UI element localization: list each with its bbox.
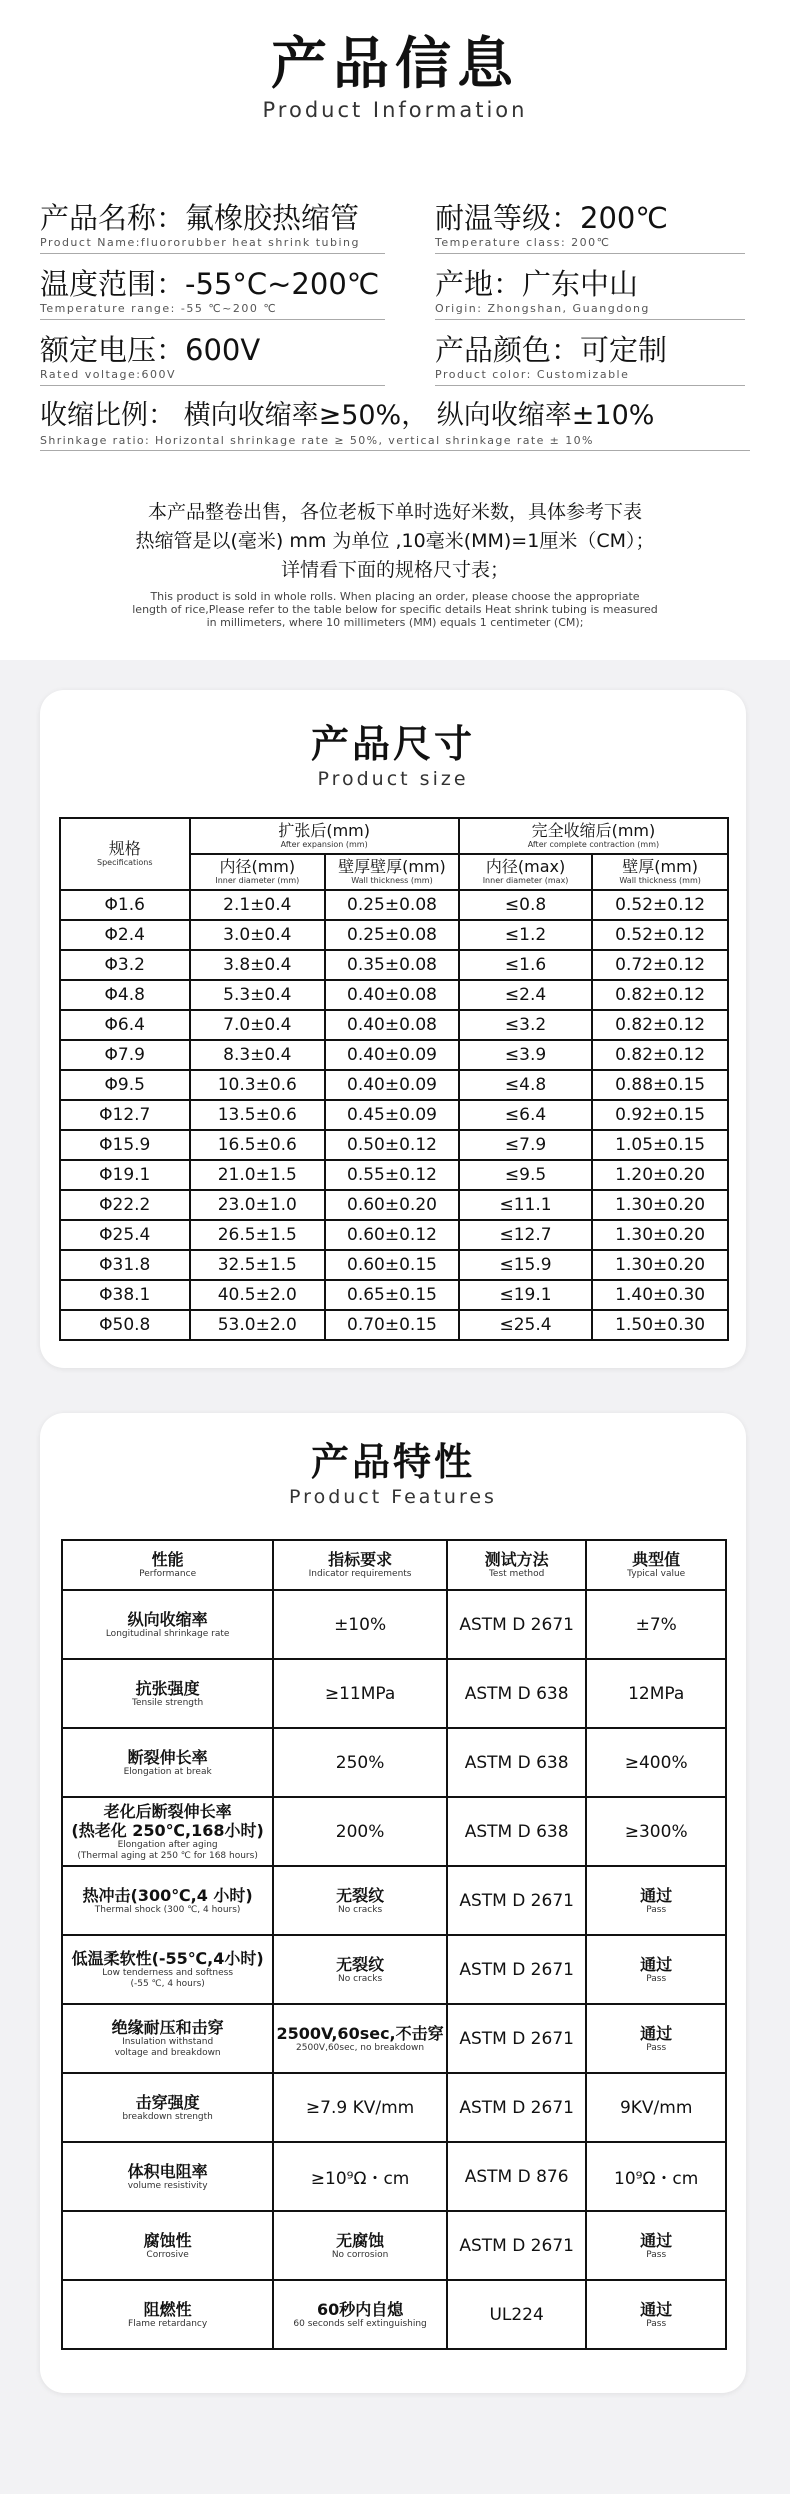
spec-label-en: Shrinkage ratio: Horizontal shrinkage rate ≥ 50%, vertical shrinkage rate ± 10% bbox=[40, 434, 594, 447]
notice-en-line: in millimeters, where 10 millimeters (MM) equals 1 centimeter (CM); bbox=[206, 616, 584, 629]
table-row bbox=[60, 980, 728, 1010]
header-label: 规格 bbox=[108, 839, 141, 858]
cell-wall-thickness: 0.55±0.12 bbox=[325, 1160, 459, 1190]
product-features-card bbox=[40, 1413, 746, 2393]
header-label-en: Test method bbox=[488, 1569, 545, 1579]
features-title-block bbox=[40, 1413, 746, 1508]
table-row bbox=[60, 1190, 728, 1220]
table-row bbox=[60, 1160, 728, 1190]
cell-wall-thickness: 0.65±0.15 bbox=[325, 1280, 459, 1310]
typical-value: 通过 bbox=[640, 1885, 673, 1905]
performance-label: 热冲击(300℃,4 小时) bbox=[82, 1885, 253, 1905]
cell-typical-value bbox=[586, 2280, 726, 2349]
spec-origin bbox=[435, 266, 750, 332]
divider bbox=[435, 253, 745, 254]
cell-performance bbox=[62, 2142, 273, 2211]
cell-inner-diameter: 23.0±1.0 bbox=[190, 1190, 326, 1220]
cell-test-method bbox=[447, 2073, 586, 2142]
cell-requirement bbox=[273, 1866, 447, 1935]
cell-inner-diameter-max: ≤1.6 bbox=[459, 950, 592, 980]
cell-performance bbox=[62, 2280, 273, 2349]
header-label-en: After complete contraction (mm) bbox=[527, 840, 660, 849]
cell-spec: Φ6.4 bbox=[60, 1010, 190, 1040]
spec-label: 产品颜色：可定制 bbox=[435, 333, 668, 367]
typical-value: 10⁹Ω・cm bbox=[614, 2169, 699, 2189]
size-title: 产品尺寸 bbox=[310, 722, 475, 766]
table-row bbox=[60, 1250, 728, 1280]
cell-wall-thickness-shrunk: 1.20±0.20 bbox=[592, 1160, 728, 1190]
spec-label-en: Temperature class: 200℃ bbox=[435, 236, 611, 249]
header-label-en: Wall thickness (mm) bbox=[351, 876, 433, 885]
cell-inner-diameter: 3.0±0.4 bbox=[190, 920, 326, 950]
cell-spec: Φ25.4 bbox=[60, 1220, 190, 1250]
requirement-value: ±10% bbox=[334, 1614, 387, 1635]
cell-inner-diameter-max: ≤9.5 bbox=[459, 1160, 592, 1190]
table-row bbox=[62, 1590, 726, 1659]
cell-spec: Φ12.7 bbox=[60, 1100, 190, 1130]
cell-inner-diameter: 40.5±2.0 bbox=[190, 1280, 326, 1310]
size-table bbox=[59, 817, 729, 1341]
typical-value: 通过 bbox=[640, 1954, 673, 1974]
cell-wall-thickness: 0.25±0.08 bbox=[325, 890, 459, 920]
notice-line: 本产品整卷出售，各位老板下单时选好米数，具体参考下表 bbox=[147, 501, 642, 523]
cell-performance bbox=[62, 1659, 273, 1728]
cell-wall-thickness: 0.40±0.09 bbox=[325, 1040, 459, 1070]
divider bbox=[40, 319, 385, 320]
cell-typical-value bbox=[586, 1866, 726, 1935]
requirement-value-en: No cracks bbox=[338, 1973, 383, 1984]
cell-wall-thickness: 0.60±0.20 bbox=[325, 1190, 459, 1220]
cell-inner-diameter: 3.8±0.4 bbox=[190, 950, 326, 980]
cell-wall-thickness: 0.70±0.15 bbox=[325, 1310, 459, 1340]
features-table bbox=[61, 1539, 727, 2350]
spec-product-name bbox=[40, 200, 435, 266]
cell-requirement bbox=[273, 1935, 447, 2004]
header-label-en: After expansion (mm) bbox=[280, 840, 368, 849]
table-row bbox=[60, 1220, 728, 1250]
requirement-value-en: No corrosion bbox=[331, 2249, 389, 2260]
spec-label-en: Rated voltage:600V bbox=[40, 368, 177, 381]
features-col-header bbox=[447, 1540, 586, 1590]
cell-spec: Φ31.8 bbox=[60, 1250, 190, 1280]
header-label: 内径(max) bbox=[485, 857, 566, 876]
features-title: 产品特性 bbox=[310, 1440, 475, 1484]
cell-spec: Φ2.4 bbox=[60, 920, 190, 950]
requirement-value-en: No cracks bbox=[338, 1904, 383, 1915]
requirement-value: 无腐蚀 bbox=[336, 2230, 385, 2250]
product-size-card bbox=[40, 690, 746, 1368]
performance-label: 体积电阻率 bbox=[127, 2161, 208, 2181]
cell-wall-thickness-shrunk: 0.92±0.15 bbox=[592, 1100, 728, 1130]
performance-label-en: Low tenderness and softness (-55 ℃, 4 hours) bbox=[102, 1968, 234, 1989]
table-row bbox=[60, 1040, 728, 1070]
spec-list bbox=[40, 200, 750, 451]
cell-inner-diameter: 2.1±0.4 bbox=[190, 890, 326, 920]
cell-inner-diameter-max: ≤4.8 bbox=[459, 1070, 592, 1100]
performance-label-en: Elongation at break bbox=[123, 1766, 212, 1777]
table-row bbox=[62, 2073, 726, 2142]
cell-inner-diameter-max: ≤25.4 bbox=[459, 1310, 592, 1340]
spec-temp-range bbox=[40, 266, 435, 332]
spec-temp-class bbox=[435, 200, 750, 266]
test-method-value: ASTM D 2671 bbox=[459, 1890, 574, 1911]
table-row bbox=[62, 1728, 726, 1797]
divider bbox=[435, 385, 745, 386]
cell-test-method bbox=[447, 1728, 586, 1797]
spec-label-en: Origin: Zhongshan, Guangdong bbox=[435, 302, 650, 315]
features-subtitle: Product Features bbox=[289, 1486, 497, 1508]
cell-test-method bbox=[447, 2280, 586, 2349]
table-row bbox=[62, 2280, 726, 2349]
spec-color bbox=[435, 332, 750, 398]
table-row bbox=[60, 920, 728, 950]
spec-label-en: Temperature range: -55 ℃~200 ℃ bbox=[40, 302, 278, 315]
table-row bbox=[60, 890, 728, 920]
performance-label-en: Elongation after aging (Thermal aging at 250 ℃ for 168 hours) bbox=[77, 1839, 258, 1861]
spec-label: 温度范围：-55°C~200℃ bbox=[40, 267, 380, 301]
cell-inner-diameter-max: ≤3.2 bbox=[459, 1010, 592, 1040]
cell-requirement bbox=[273, 1797, 447, 1866]
header-label: 典型值 bbox=[632, 1550, 681, 1569]
cell-performance bbox=[62, 2073, 273, 2142]
cell-spec: Φ7.9 bbox=[60, 1040, 190, 1070]
performance-label-en: Thermal shock (300 ℃, 4 hours) bbox=[94, 1904, 241, 1915]
performance-label-en: Corrosive bbox=[146, 2249, 189, 2260]
performance-label: 断裂伸长率 bbox=[127, 1747, 208, 1767]
col-header-inner-diameter bbox=[190, 854, 326, 890]
performance-label: 纵向收缩率 bbox=[127, 1609, 208, 1629]
header-label: 壁厚壁厚(mm) bbox=[338, 857, 446, 876]
cell-spec: Φ19.1 bbox=[60, 1160, 190, 1190]
cell-inner-diameter-max: ≤11.1 bbox=[459, 1190, 592, 1220]
test-method-value: UL224 bbox=[489, 2304, 544, 2325]
divider bbox=[435, 319, 745, 320]
cell-inner-diameter-max: ≤19.1 bbox=[459, 1280, 592, 1310]
typical-value: 12MPa bbox=[628, 1683, 685, 1704]
requirement-value: 200% bbox=[335, 1821, 385, 1842]
typical-value-en: Pass bbox=[646, 2042, 667, 2053]
col-header-expand bbox=[190, 818, 459, 854]
divider bbox=[40, 385, 385, 386]
notice-en-line: length of rice,Please refer to the table below for specific details Heat shrink tubing is measured bbox=[132, 603, 658, 616]
table-row bbox=[60, 1100, 728, 1130]
cell-wall-thickness: 0.60±0.15 bbox=[325, 1250, 459, 1280]
cell-test-method bbox=[447, 1590, 586, 1659]
cell-spec: Φ1.6 bbox=[60, 890, 190, 920]
performance-label-en: Insulation withstand voltage and breakdown bbox=[114, 2037, 221, 2058]
cell-requirement bbox=[273, 2280, 447, 2349]
test-method-value: ASTM D 2671 bbox=[459, 2235, 574, 2256]
cell-wall-thickness-shrunk: 0.72±0.12 bbox=[592, 950, 728, 980]
header-label-en: Inner diameter (mm) bbox=[215, 876, 300, 885]
notice-en bbox=[0, 590, 790, 629]
cell-wall-thickness: 0.40±0.09 bbox=[325, 1070, 459, 1100]
cell-inner-diameter-max: ≤2.4 bbox=[459, 980, 592, 1010]
cell-performance bbox=[62, 2211, 273, 2280]
header-label: 测试方法 bbox=[484, 1550, 549, 1569]
performance-label-en: breakdown strength bbox=[122, 2111, 213, 2122]
cell-inner-diameter: 32.5±1.5 bbox=[190, 1250, 326, 1280]
cell-typical-value bbox=[586, 1728, 726, 1797]
cell-requirement bbox=[273, 2211, 447, 2280]
page-subtitle: Product Information bbox=[262, 98, 528, 122]
cell-typical-value bbox=[586, 2004, 726, 2073]
performance-label-en: Flame retardancy bbox=[128, 2318, 208, 2329]
performance-label-en: Tensile strength bbox=[132, 1697, 204, 1708]
features-table-body bbox=[62, 1590, 726, 2349]
spec-label: 产品名称：氟橡胶热缩管 bbox=[40, 201, 360, 235]
header-label-en: Indicator requirements bbox=[308, 1569, 412, 1579]
spec-voltage bbox=[40, 332, 435, 398]
cell-spec: Φ3.2 bbox=[60, 950, 190, 980]
test-method-value: ASTM D 2671 bbox=[459, 2028, 574, 2049]
table-row bbox=[62, 1659, 726, 1728]
typical-value-en: Pass bbox=[646, 2318, 667, 2329]
notice-en-line: This product is sold in whole rolls. When placing an order, please choose the appropriate bbox=[150, 590, 640, 603]
performance-label: 绝缘耐压和击穿 bbox=[111, 2018, 224, 2037]
header-label-en: Wall thickness (mm) bbox=[619, 876, 701, 885]
header-label: 完全收缩后(mm) bbox=[531, 821, 656, 840]
cell-typical-value bbox=[586, 2073, 726, 2142]
cell-performance bbox=[62, 1590, 273, 1659]
table-row bbox=[62, 1866, 726, 1935]
cell-wall-thickness-shrunk: 1.50±0.30 bbox=[592, 1310, 728, 1340]
cell-test-method bbox=[447, 2004, 586, 2073]
performance-label: 低温柔软性(-55℃,4小时) bbox=[71, 1949, 264, 1968]
requirement-value: ≥7.9 KV/mm bbox=[305, 2097, 415, 2118]
features-col-header bbox=[273, 1540, 447, 1590]
cell-requirement bbox=[273, 2142, 447, 2211]
typical-value-en: Pass bbox=[646, 1904, 667, 1915]
cell-wall-thickness: 0.35±0.08 bbox=[325, 950, 459, 980]
cell-typical-value bbox=[586, 2211, 726, 2280]
cell-inner-diameter-max: ≤1.2 bbox=[459, 920, 592, 950]
cell-requirement bbox=[273, 1590, 447, 1659]
cell-inner-diameter-max: ≤12.7 bbox=[459, 1220, 592, 1250]
cell-test-method bbox=[447, 1659, 586, 1728]
requirement-value-en: 2500V,60sec, no breakdown bbox=[296, 2042, 425, 2053]
table-row bbox=[62, 2211, 726, 2280]
cell-performance bbox=[62, 1866, 273, 1935]
page-title: 产品信息 bbox=[271, 32, 519, 97]
performance-label: 阻燃性 bbox=[143, 2299, 192, 2319]
test-method-value: ASTM D 638 bbox=[464, 1821, 569, 1842]
cell-test-method bbox=[447, 1866, 586, 1935]
cell-inner-diameter: 26.5±1.5 bbox=[190, 1220, 326, 1250]
test-method-value: ASTM D 638 bbox=[464, 1752, 569, 1773]
cell-inner-diameter-max: ≤6.4 bbox=[459, 1100, 592, 1130]
test-method-value: ASTM D 2671 bbox=[459, 1959, 574, 1980]
cell-inner-diameter-max: ≤0.8 bbox=[459, 890, 592, 920]
cell-wall-thickness-shrunk: 1.30±0.20 bbox=[592, 1220, 728, 1250]
size-table-body bbox=[60, 890, 728, 1340]
cell-inner-diameter-max: ≤7.9 bbox=[459, 1130, 592, 1160]
cell-requirement bbox=[273, 1659, 447, 1728]
spec-label: 收缩比例： 横向收缩率≥50%， 纵向收缩率±10% bbox=[40, 400, 655, 431]
cell-wall-thickness: 0.40±0.08 bbox=[325, 980, 459, 1010]
requirement-value: 250% bbox=[335, 1752, 385, 1773]
cell-inner-diameter: 10.3±0.6 bbox=[190, 1070, 326, 1100]
performance-label-en: volume resistivity bbox=[127, 2180, 208, 2191]
table-row bbox=[60, 1310, 728, 1340]
cell-inner-diameter: 21.0±1.5 bbox=[190, 1160, 326, 1190]
performance-label: 击穿强度 bbox=[135, 2092, 200, 2112]
requirement-value: 2500V,60sec,不击穿 bbox=[276, 2023, 444, 2043]
typical-value: 通过 bbox=[640, 2023, 673, 2043]
col-header-inner-diameter-max bbox=[459, 854, 592, 890]
cell-spec: Φ22.2 bbox=[60, 1190, 190, 1220]
table-row bbox=[60, 1280, 728, 1310]
cell-wall-thickness-shrunk: 1.30±0.20 bbox=[592, 1250, 728, 1280]
col-header-wall bbox=[325, 854, 459, 890]
typical-value: ≥300% bbox=[624, 1821, 688, 1842]
cell-inner-diameter: 53.0±2.0 bbox=[190, 1310, 326, 1340]
typical-value: 通过 bbox=[640, 2299, 673, 2319]
table-row bbox=[60, 1010, 728, 1040]
page-title-block bbox=[0, 0, 790, 122]
test-method-value: ASTM D 2671 bbox=[459, 2097, 574, 2118]
cell-requirement bbox=[273, 2073, 447, 2142]
cell-performance bbox=[62, 1728, 273, 1797]
cell-typical-value bbox=[586, 1935, 726, 2004]
header-label: 壁厚(mm) bbox=[622, 857, 698, 876]
cell-inner-diameter: 16.5±0.6 bbox=[190, 1130, 326, 1160]
features-col-header bbox=[586, 1540, 726, 1590]
performance-label: 腐蚀性 bbox=[143, 2230, 192, 2250]
features-header-row bbox=[62, 1540, 726, 1590]
cell-wall-thickness-shrunk: 0.52±0.12 bbox=[592, 920, 728, 950]
cell-requirement bbox=[273, 1728, 447, 1797]
cell-inner-diameter: 7.0±0.4 bbox=[190, 1010, 326, 1040]
performance-label-en: Longitudinal shrinkage rate bbox=[105, 1628, 230, 1639]
typical-value: 9KV/mm bbox=[619, 2097, 693, 2118]
cell-wall-thickness: 0.60±0.12 bbox=[325, 1220, 459, 1250]
cell-test-method bbox=[447, 2142, 586, 2211]
spec-label: 产地：广东中山 bbox=[435, 267, 639, 301]
col-header-shrink bbox=[459, 818, 728, 854]
cell-inner-diameter-max: ≤15.9 bbox=[459, 1250, 592, 1280]
header-label: 扩张后(mm) bbox=[278, 821, 370, 840]
cell-test-method bbox=[447, 1935, 586, 2004]
size-title-block bbox=[40, 690, 746, 790]
col-header-spec bbox=[60, 818, 190, 890]
header-label: 指标要求 bbox=[328, 1550, 393, 1569]
requirement-value: ≥10⁹Ω・cm bbox=[310, 2169, 410, 2189]
divider bbox=[40, 450, 750, 451]
spec-label: 额定电压：600V bbox=[40, 333, 261, 367]
spec-label: 耐温等级：200℃ bbox=[435, 201, 668, 235]
cell-spec: Φ50.8 bbox=[60, 1310, 190, 1340]
cell-performance bbox=[62, 1935, 273, 2004]
notice-line: 热缩管是以(毫米) mm 为单位 ,10毫米(MM)=1厘米（CM）； bbox=[135, 530, 655, 552]
cell-typical-value bbox=[586, 2142, 726, 2211]
performance-label: 老化后断裂伸长率 (热老化 250℃,168小时) bbox=[71, 1801, 264, 1840]
cell-wall-thickness-shrunk: 0.82±0.12 bbox=[592, 980, 728, 1010]
cell-wall-thickness-shrunk: 1.30±0.20 bbox=[592, 1190, 728, 1220]
product-info-section bbox=[0, 0, 790, 660]
header-label: 内径(mm) bbox=[219, 857, 296, 876]
cell-wall-thickness-shrunk: 0.88±0.15 bbox=[592, 1070, 728, 1100]
features-col-header bbox=[62, 1540, 273, 1590]
cell-typical-value bbox=[586, 1659, 726, 1728]
divider bbox=[40, 253, 385, 254]
test-method-value: ASTM D 638 bbox=[464, 1683, 569, 1704]
cell-wall-thickness-shrunk: 0.82±0.12 bbox=[592, 1040, 728, 1070]
requirement-value: 无裂纹 bbox=[336, 1954, 385, 1974]
cell-wall-thickness: 0.40±0.08 bbox=[325, 1010, 459, 1040]
table-row bbox=[60, 1130, 728, 1160]
order-notice bbox=[0, 498, 790, 629]
cell-wall-thickness: 0.50±0.12 bbox=[325, 1130, 459, 1160]
size-subtitle: Product size bbox=[317, 768, 469, 790]
table-row bbox=[62, 2004, 726, 2073]
table-row bbox=[60, 1070, 728, 1100]
typical-value-en: Pass bbox=[646, 1973, 667, 1984]
notice-line: 详情看下面的规格尺寸表； bbox=[280, 559, 509, 581]
spec-shrinkage bbox=[40, 398, 750, 451]
performance-label: 抗张强度 bbox=[135, 1678, 200, 1698]
typical-value: ≥400% bbox=[624, 1752, 688, 1773]
header-label: 性能 bbox=[151, 1550, 184, 1569]
test-method-value: ASTM D 2671 bbox=[459, 1614, 574, 1635]
cell-wall-thickness-shrunk: 1.05±0.15 bbox=[592, 1130, 728, 1160]
cell-inner-diameter-max: ≤3.9 bbox=[459, 1040, 592, 1070]
typical-value: ±7% bbox=[635, 1614, 677, 1635]
cell-inner-diameter: 13.5±0.6 bbox=[190, 1100, 326, 1130]
cell-test-method bbox=[447, 1797, 586, 1866]
table-row bbox=[62, 1797, 726, 1866]
spec-label-en: Product color: Customizable bbox=[435, 368, 630, 381]
cell-typical-value bbox=[586, 1797, 726, 1866]
cell-wall-thickness-shrunk: 0.52±0.12 bbox=[592, 890, 728, 920]
header-label-en: Performance bbox=[139, 1569, 197, 1579]
requirement-value: 无裂纹 bbox=[336, 1885, 385, 1905]
cell-wall-thickness: 0.25±0.08 bbox=[325, 920, 459, 950]
cell-spec: Φ38.1 bbox=[60, 1280, 190, 1310]
test-method-value: ASTM D 876 bbox=[464, 2166, 569, 2187]
typical-value: 通过 bbox=[640, 2230, 673, 2250]
col-header-wall-2 bbox=[592, 854, 728, 890]
cell-requirement bbox=[273, 2004, 447, 2073]
table-row bbox=[62, 1935, 726, 2004]
header-label-en: Inner diameter (max) bbox=[482, 876, 569, 885]
requirement-value-en: 60 seconds self extinguishing bbox=[293, 2318, 427, 2329]
cell-inner-diameter: 5.3±0.4 bbox=[190, 980, 326, 1010]
table-row bbox=[62, 2142, 726, 2211]
requirement-value: ≥11MPa bbox=[324, 1683, 396, 1704]
cell-spec: Φ4.8 bbox=[60, 980, 190, 1010]
cell-wall-thickness-shrunk: 1.40±0.30 bbox=[592, 1280, 728, 1310]
cell-typical-value bbox=[586, 1590, 726, 1659]
table-row bbox=[60, 950, 728, 980]
cell-performance bbox=[62, 1797, 273, 1866]
cell-spec: Φ15.9 bbox=[60, 1130, 190, 1160]
header-label-en: Typical value bbox=[627, 1569, 686, 1579]
requirement-value: 60秒内自熄 bbox=[316, 2299, 404, 2319]
cell-wall-thickness-shrunk: 0.82±0.12 bbox=[592, 1010, 728, 1040]
cell-test-method bbox=[447, 2211, 586, 2280]
typical-value-en: Pass bbox=[646, 2249, 667, 2260]
header-label-en: Specifications bbox=[96, 858, 153, 867]
spec-label-en: Product Name:fluororubber heat shrink tubing bbox=[40, 236, 360, 249]
cell-performance bbox=[62, 2004, 273, 2073]
cell-spec: Φ9.5 bbox=[60, 1070, 190, 1100]
cell-wall-thickness: 0.45±0.09 bbox=[325, 1100, 459, 1130]
cell-inner-diameter: 8.3±0.4 bbox=[190, 1040, 326, 1070]
